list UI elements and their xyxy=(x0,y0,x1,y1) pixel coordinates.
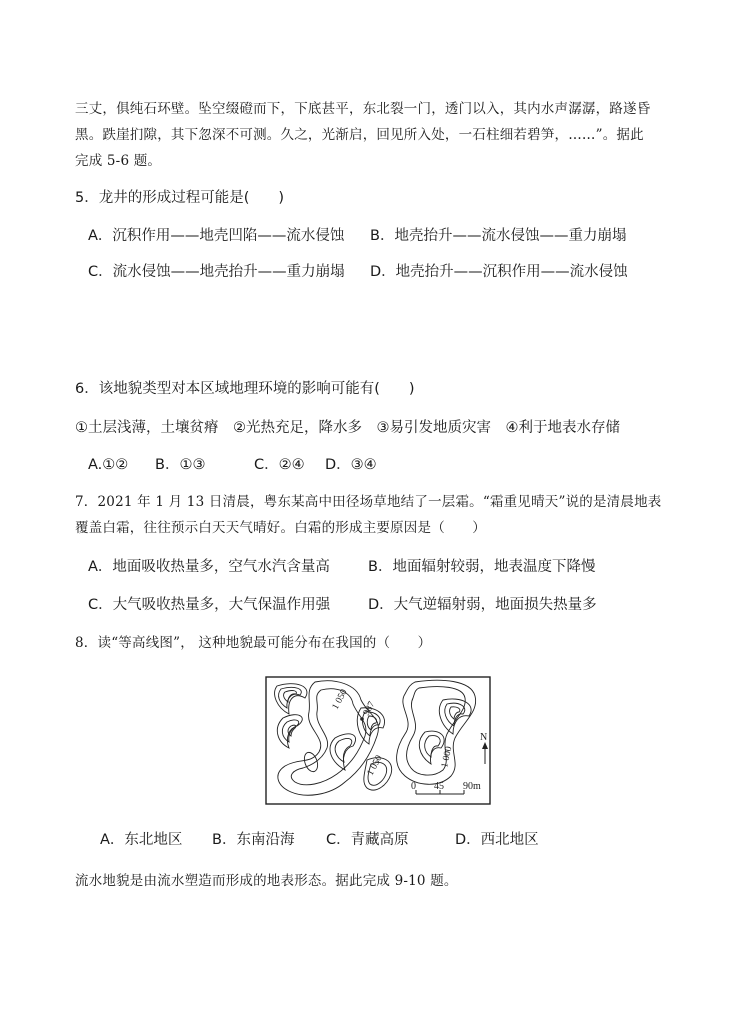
next-section-intro: 流水地貌是由流水塑造而形成的地表形态。据此完成 9-10 题。 xyxy=(75,873,458,889)
contour-label-1050-top: 1 050 xyxy=(330,687,350,712)
q5-option-c[interactable]: C．流水侵蚀——地壳抬升——重力崩塌 xyxy=(88,264,345,280)
q8-option-d[interactable]: D．西北地区 xyxy=(455,832,539,848)
passage-line-3: 完成 5-6 题。 xyxy=(75,153,162,169)
q7-stem-line-1: 7．2021 年 1 月 13 日清晨，粤东某高中田径场草地结了一层霜。“霜重见晴天”说的是清晨地表 xyxy=(75,494,662,510)
q7-option-b[interactable]: B．地面辐射较弱，地表温度下降慢 xyxy=(368,559,596,575)
scale-label-45: 45 xyxy=(434,781,444,792)
contour-label-1000: 1 000 xyxy=(440,745,455,769)
q8-option-c[interactable]: C．青藏高原 xyxy=(326,832,409,848)
north-label: N xyxy=(480,732,488,743)
q7-option-d[interactable]: D．大气逆辐射弱，地面损失热量多 xyxy=(368,597,597,613)
q7-stem-line-2: 覆盖白霜，往往预示白天天气晴好。白霜的形成主要原因是（ ） xyxy=(75,520,486,536)
elevation-label-987: 987 xyxy=(361,700,378,718)
scale-label-90m: 90m xyxy=(463,781,481,792)
q6-option-b[interactable]: B．①③ xyxy=(155,457,206,473)
q5-option-a[interactable]: A．沉积作用——地壳凹陷——流水侵蚀 xyxy=(88,228,345,244)
summit-point-icon xyxy=(360,717,364,721)
contour-map xyxy=(265,676,491,806)
q6-statements: ①土层浅薄，土壤贫瘠 ②光热充足，降水多 ③易引发地质灾害 ④利于地表水存储 xyxy=(75,420,620,436)
q5-option-b[interactable]: B．地壳抬升——流水侵蚀——重力崩塌 xyxy=(370,228,627,244)
q6-option-a[interactable]: A.①② xyxy=(88,457,129,473)
q8-option-a[interactable]: A．东北地区 xyxy=(100,832,183,848)
scale-label-0: 0 xyxy=(411,781,416,792)
q5-option-d[interactable]: D．地壳抬升——沉积作用——流水侵蚀 xyxy=(370,264,628,280)
q6-option-d[interactable]: D．③④ xyxy=(325,457,377,473)
q8-option-b[interactable]: B．东南沿海 xyxy=(212,832,295,848)
q6-option-c[interactable]: C．②④ xyxy=(254,457,305,473)
contour-label-1050-bottom: 1 050 xyxy=(365,753,385,778)
q7-option-a[interactable]: A．地面吸收热量多，空气水汽含量高 xyxy=(88,559,330,575)
passage-line-1: 三丈，俱纯石环壁。坠空缀磴而下，下底甚平，东北裂一门，透门以入，其内水声潺潺，路遂昏 xyxy=(75,101,651,117)
q8-stem: 8．读“等高线图”， 这种地貌最可能分布在我国的（ ） xyxy=(75,635,432,651)
q6-stem: 6．该地貌类型对本区域地理环境的影响可能有( ) xyxy=(75,381,415,397)
q5-stem: 5．龙井的形成过程可能是( ) xyxy=(75,190,285,206)
q7-option-c[interactable]: C．大气吸收热量多，大气保温作用强 xyxy=(88,597,331,613)
passage-line-2: 黑。跌崖扪隙，其下忽深不可测。久之，光渐启，回见所入处，一石柱细若碧笋，……”。据此 xyxy=(75,127,644,143)
